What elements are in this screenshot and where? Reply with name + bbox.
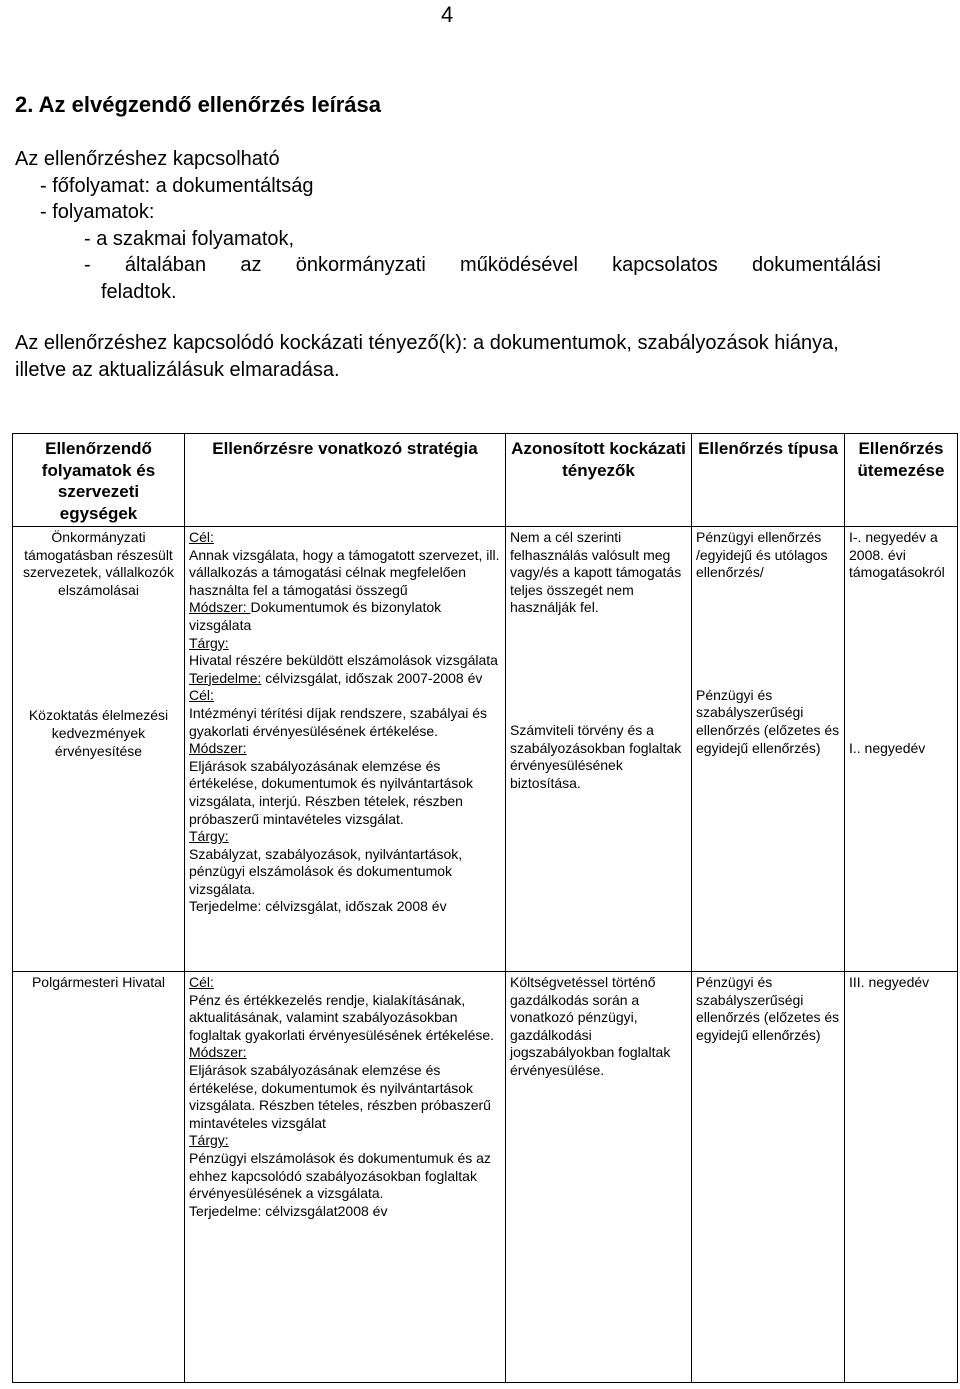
type-text: Pénzügyi ellenőrzés /egyidejű és utólagos ellenőrzés/ xyxy=(696,529,828,581)
risk-text: Költségvetéssel történő gazdálkodás során a vonatkozó pénzügyi, gazdálkodási jogszabályokban foglaltak érvényesülése. xyxy=(510,974,671,1078)
type-text: Pénzügyi és szabályszerűségi ellenőrzés (előzetes és egyidejű ellenőrzés) xyxy=(696,974,840,1043)
label-cel: Cél: xyxy=(189,974,214,990)
strategy-terjedelme: célvizsgálat, időszak 2007-2008 év xyxy=(261,669,483,686)
audit-plan-table xyxy=(12,433,958,1383)
table-row xyxy=(13,972,958,1383)
unit-text: Közoktatás élelmezési kedvezmények érvényesítése xyxy=(28,707,169,759)
header-strategy: Ellenőrzésre vonatkozó stratégia xyxy=(185,434,506,527)
word: általában xyxy=(124,254,207,276)
cell-schedule xyxy=(845,527,958,972)
section-heading: 2. Az elvégzendő ellenőrzés leírása xyxy=(15,92,382,117)
strategy-modszer: Dokumentumok és bizonylatok vizsgálata xyxy=(189,599,442,633)
unit-text: Polgármesteri Hivatal xyxy=(31,974,166,990)
cell-risk xyxy=(506,972,692,1383)
strategy-targy: Szabályzat, szabályozások, nyilvántartások, pénzügyi elszámolások és dokumentumok vizsgálata. xyxy=(189,845,463,897)
cell-type xyxy=(692,527,845,972)
strategy-cel: Annak vizsgálata, hogy a támogatott szervezet, ill. vállalkozás a támogatási célnak megfelelően használta fel a támogatási összegű xyxy=(189,546,500,598)
intro-block xyxy=(15,146,881,305)
intro-item-main-process: - főfolyamat: a dokumentáltság xyxy=(40,174,314,197)
label-modszer: Módszer: xyxy=(189,740,247,757)
word: - xyxy=(84,254,91,276)
strategy-terjedelme: Terjedelme: célvizsgálat2008 év xyxy=(189,1202,388,1219)
risk-factor-paragraph: Az ellenőrzéshez kapcsolódó kockázati tényező(k): a dokumentumok, szabályozások hiánya, illetve az aktualizálásuk elmaradása. xyxy=(15,332,839,381)
label-cel: Cél: xyxy=(189,687,214,704)
intro-subitem-professional: - a szakmai folyamatok, xyxy=(84,227,295,250)
header-risks: Azonosított kockázati tényezők xyxy=(506,434,692,527)
cell-strategy xyxy=(185,527,506,972)
cell-schedule xyxy=(845,972,958,1383)
cell-unit xyxy=(13,527,185,972)
cell-strategy xyxy=(185,972,506,1383)
strategy-cel: Intézményi térítési díjak rendszere, szabályai és gyakorlati érvényesülésének értékelése. xyxy=(189,704,488,739)
strategy-modszer: Eljárások szabályozásának elemzése és értékelése, dokumentumok és nyilvántartások vizsgálata. Részben tételes, részben próbaszerű mintavételes vizsgálat xyxy=(189,1061,491,1131)
header-type: Ellenőrzés típusa xyxy=(692,434,845,527)
label-cel: Cél: xyxy=(189,529,214,545)
schedule-text: I-. negyedév a 2008. évi támogatásokról xyxy=(849,529,945,581)
strategy-terjedelme: Terjedelme: célvizsgálat, időszak 2008 év xyxy=(189,898,447,915)
label-modszer: Módszer: xyxy=(189,1044,247,1061)
word: működésével xyxy=(460,254,578,276)
word: kapcsolatos xyxy=(612,254,718,276)
intro-line: Az ellenőrzéshez kapcsolható xyxy=(15,148,280,170)
intro-subitem-continuation: feladtok. xyxy=(101,280,177,303)
word: önkormányzati xyxy=(295,254,426,276)
label-modszer: Módszer: xyxy=(189,599,251,616)
label-targy: Tárgy: xyxy=(189,634,229,651)
word: dokumentálási xyxy=(752,254,881,276)
page-number: 4 xyxy=(441,2,454,27)
schedule-text: III. negyedév xyxy=(849,974,930,990)
cell-type xyxy=(692,972,845,1383)
label-targy: Tárgy: xyxy=(189,1132,229,1149)
schedule-text: I.. negyedév xyxy=(849,739,926,756)
strategy-targy: Pénzügyi elszámolások és dokumentumuk és az ehhez kapcsolódó szabályozásokban foglaltak érvényesülésének a vizsgálata. xyxy=(189,1149,491,1202)
header-schedule: Ellenőrzés ütemezése xyxy=(845,434,958,527)
table-row xyxy=(13,527,958,972)
label-targy: Tárgy: xyxy=(189,828,229,845)
strategy-cel: Pénz és értékkezelés rendje, kialakításának, aktualitásának, valamint szabályozásokban foglaltak gyakorlati érvényesülésének értékelése. xyxy=(189,991,495,1043)
table-header-row xyxy=(13,434,958,527)
cell-risk xyxy=(506,527,692,972)
intro-subitem-general xyxy=(15,252,881,279)
intro-item-processes: - folyamatok: xyxy=(40,201,155,223)
risk-text: Számviteli törvény és a szabályozásokban foglaltak érvényesülésének biztosítása. xyxy=(510,721,682,791)
strategy-targy: Hivatal részére beküldött elszámolások vizsgálata xyxy=(189,652,498,669)
type-text: Pénzügyi és szabályszerűségi ellenőrzés (előzetes és egyidejű ellenőrzés) xyxy=(696,686,840,756)
label-terjedelme: Terjedelme: xyxy=(189,669,262,686)
strategy-modszer: Eljárások szabályozásának elemzése és értékelése, dokumentumok és nyilvántartások vizsgálata, interjú. Részben tételek, részben próbaszerű mintavételes vizsgálat. xyxy=(189,757,474,827)
unit-text: Önkormányzati támogatásban részesült szervezetek, vállalkozók elszámolásai xyxy=(23,529,174,598)
cell-unit xyxy=(13,972,185,1383)
word: az xyxy=(240,254,262,276)
header-units: Ellenőrzendő folyamatok és szervezeti egységek xyxy=(13,434,185,527)
risk-text: Nem a cél szerinti felhasználás valósult meg vagy/és a kapott támogatás teljes összegét nem használják fel. xyxy=(510,529,682,616)
